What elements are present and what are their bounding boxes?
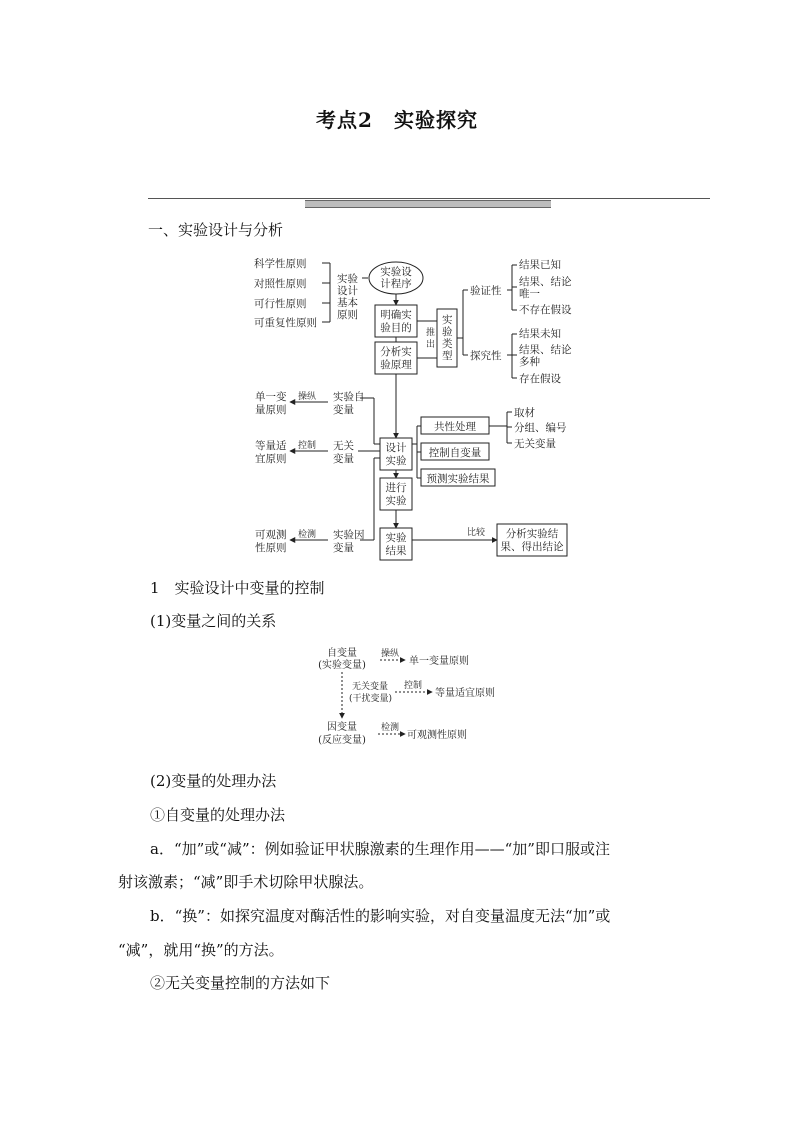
dependent-variable: (反应变量) (318, 735, 366, 746)
step-result: 实验 (385, 532, 407, 544)
var-variable: 实验因 (333, 529, 365, 541)
infer-label: 出 (426, 340, 436, 350)
var-action: 操纵 (298, 392, 317, 402)
irrelevant-variable: 无关变量 (352, 682, 389, 692)
independent-variable: 自变量 (327, 648, 357, 659)
compare-label: 比较 (467, 528, 486, 538)
var-variable: 无关 (333, 440, 354, 452)
principle-label: 可重复性原则 (254, 317, 317, 329)
verify-label: 验证性 (470, 285, 502, 297)
verify-item: 结果、结论 (519, 276, 572, 288)
section1-heading: 一、实验设计与分析 (148, 221, 284, 239)
page-title: 考点2 实验探究 (316, 108, 478, 132)
independent-principle: 单一变量原则 (409, 656, 469, 667)
var-variable: 实验自 (333, 391, 365, 403)
irrelevant-variable: (干扰变量) (349, 694, 393, 704)
explore-item: 存在假设 (519, 373, 561, 385)
step-purpose: 明确实 (380, 309, 412, 321)
var-principle: 单一变 (255, 391, 287, 403)
step-principle: 分析实 (380, 346, 412, 358)
explore-item: 多种 (519, 356, 540, 368)
common-item: 无关变量 (514, 438, 556, 450)
step-purpose: 验目的 (380, 322, 412, 334)
infer-label: 推 (426, 328, 436, 338)
predict-result: 预测实验结果 (426, 473, 490, 485)
explore-item: 结果、结论 (519, 344, 572, 356)
var-principle: 性原则 (255, 542, 287, 554)
explore-item: 结果未知 (519, 328, 561, 340)
irrelevant-principle: 等量适宜原则 (435, 688, 495, 699)
step-conduct: 实验 (385, 495, 407, 507)
paragraph-line: b．“换”：如探究温度对酶活性的影响实验，对自变量温度无法“加”或 (150, 907, 611, 925)
irrelevant-action: 控制 (404, 681, 423, 691)
design-principle-label: 原则 (337, 309, 358, 321)
program-label: 实验设 (380, 266, 412, 278)
independent-action: 操纵 (381, 649, 400, 659)
design-principle-label: 实验 (337, 273, 358, 285)
var-variable: 变量 (333, 542, 354, 554)
conclusion: 分析实验结 (505, 528, 559, 540)
step-design: 设计 (385, 442, 407, 454)
design-principle-label: 基本 (337, 297, 358, 309)
principle-label: 科学性原则 (254, 258, 307, 270)
var-variable: 变量 (333, 453, 354, 465)
heading-1-1: (1)变量之间的关系 (150, 612, 277, 630)
paragraph-line: a．“加”或“减”：例如验证甲状腺激素的生理作用——“加”即口服或注 (150, 840, 610, 858)
type-label: 型 (442, 350, 453, 362)
common-item: 取材 (514, 407, 535, 419)
heading-b: ②无关变量控制的方法如下 (150, 974, 331, 992)
var-principle: 量原则 (255, 404, 287, 416)
common-treatment: 共性处理 (434, 421, 476, 433)
verify-item: 不存在假设 (519, 304, 572, 316)
dependent-variable: 因变量 (327, 722, 357, 733)
heading-1: 1 实验设计中变量的控制 (150, 579, 325, 597)
paragraph-line: 射该激素；“减”即手术切除甲状腺法。 (118, 873, 374, 891)
type-label: 类 (442, 338, 453, 350)
design-principle-label: 设计 (337, 285, 358, 297)
step-conduct: 进行 (385, 482, 407, 494)
step-principle: 验原理 (380, 359, 412, 371)
var-action: 检测 (298, 530, 317, 540)
explore-label: 探究性 (470, 350, 502, 362)
var-principle: 宜原则 (255, 453, 287, 465)
var-action: 控制 (298, 441, 317, 451)
type-label: 实 (442, 314, 453, 326)
var-variable: 变量 (333, 404, 354, 416)
common-item: 分组、编号 (514, 422, 567, 434)
control-variable: 控制自变量 (428, 447, 482, 459)
program-label: 计程序 (380, 278, 412, 290)
conclusion: 果、得出结论 (500, 541, 564, 553)
type-label: 验 (442, 326, 453, 338)
paragraph-line: “减”，就用“换”的方法。 (118, 941, 284, 959)
heading-1-2: (2)变量的处理办法 (150, 772, 277, 790)
verify-item: 结果已知 (519, 259, 561, 271)
principle-label: 对照性原则 (254, 278, 307, 290)
var-principle: 等量适 (255, 440, 287, 452)
step-result: 结果 (385, 545, 407, 557)
verify-item: 唯一 (519, 288, 540, 300)
heading-a: ①自变量的处理办法 (150, 806, 286, 824)
step-design: 实验 (385, 455, 407, 467)
independent-variable: (实验变量) (318, 660, 366, 671)
dependent-principle: 可观测性原则 (407, 730, 467, 741)
dependent-action: 检测 (381, 723, 400, 733)
principle-label: 可行性原则 (254, 298, 307, 310)
var-principle: 可观测 (255, 529, 287, 541)
